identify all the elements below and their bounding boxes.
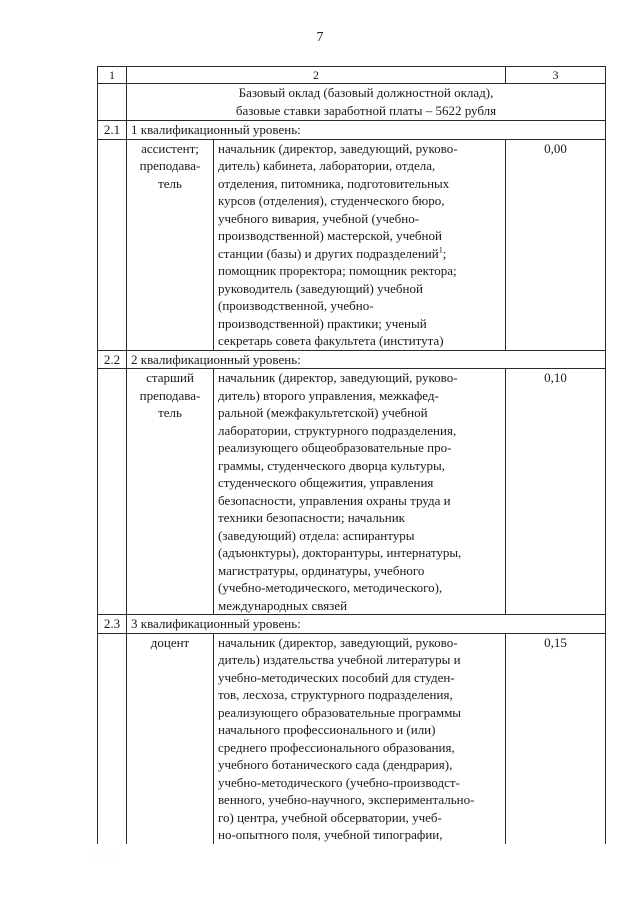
description-line: тов, лесхоза, структурного подразделения,	[218, 687, 453, 702]
description-line: производственной) практики; ученый	[218, 315, 427, 331]
description-line: отделения, питомника, подготовительных	[218, 175, 450, 191]
level-header-row	[98, 350, 606, 369]
description-line: техники безопасности; начальник	[218, 510, 405, 525]
level-title: 2 квалификационный уровень:	[127, 350, 606, 369]
description-line: дитель) второго управления, межкафед-	[218, 387, 439, 403]
coefficient-cell: 0,15	[506, 633, 606, 844]
description-cell	[214, 139, 506, 350]
description-line: (адъюнктуры), докторантуры, интернатуры,	[218, 545, 462, 560]
description-line: го) центра, учебной обсерватории, учеб-	[218, 809, 442, 825]
description-line: учебного вивария, учебной (учебно-	[218, 210, 420, 226]
description-line: (заведующий) отдела: аспирантуры	[218, 527, 415, 543]
description-line: но-опытного поля, учебной типографии,	[218, 827, 443, 842]
level-title: 3 квалификационный уровень:	[127, 615, 606, 634]
footnote-marker: 1	[438, 245, 443, 255]
description-line: начальник (директор, заведующий, руково-	[218, 370, 458, 385]
footnote-suffix: ;	[442, 245, 447, 261]
description-line: (учебно-методического, методического),	[218, 580, 443, 595]
description-cell	[214, 369, 506, 615]
position-cell	[127, 139, 214, 350]
position-line: тель	[158, 405, 182, 420]
description-line: граммы, студенческого дворца культуры,	[218, 457, 446, 473]
level-body-row	[98, 139, 606, 350]
description-line: начальник (директор, заведующий, руково-	[218, 140, 458, 156]
description-line: международных связей	[218, 597, 348, 613]
level-number: 2.1	[98, 121, 127, 140]
level-number: 2.3	[98, 615, 127, 634]
position-line: преподава-	[139, 387, 201, 403]
base-salary-line: Базовый оклад (базовый должностной оклад),	[238, 85, 494, 100]
position-line: старший	[146, 370, 194, 385]
page-number: 7	[316, 30, 324, 45]
description-line: учебного ботанического сада (дендрария),	[218, 757, 453, 772]
column-number-3: 3	[506, 67, 606, 84]
column-number-1: 1	[98, 67, 127, 84]
description-line: безопасности, управления охраны труда и	[218, 492, 451, 508]
level-number: 2.2	[98, 350, 127, 369]
description-line: дитель) издательства учебной литературы и	[218, 652, 461, 667]
column-number-2: 2	[127, 67, 506, 84]
level-body-empty-cell	[98, 369, 127, 615]
level-body-empty-cell	[98, 139, 127, 350]
level-title: 1 квалификационный уровень:	[127, 121, 606, 140]
description-line-with-footnote	[218, 245, 501, 263]
position-line: доцент	[150, 634, 190, 650]
column-number-row	[98, 67, 606, 84]
level-header-row	[98, 121, 606, 140]
level-body-empty-cell	[98, 633, 127, 844]
description-line: руководитель (заведующий) учебной	[218, 280, 423, 296]
scan-artifact-mark: · · · ·	[92, 852, 116, 861]
description-line: среднего профессионального образования,	[218, 739, 455, 755]
description-line: секретарь совета факультета (института)	[218, 333, 444, 348]
base-salary-empty-cell	[98, 84, 127, 121]
description-cell	[214, 633, 506, 844]
position-line: преподава-	[139, 158, 201, 173]
description-line: начальник (директор, заведующий, руково-	[218, 634, 458, 650]
description-line: станции (базы) и других подразделений	[218, 245, 439, 261]
description-line: учебно-методического (учебно-производст-	[218, 774, 460, 790]
description-line: реализующего общеобразовательные про-	[218, 440, 452, 455]
description-line: начального профессионального и (или)	[218, 722, 436, 737]
base-salary-line: базовые ставки заработной платы – 5622 рубля	[235, 103, 497, 118]
description-line: (производственной, учебно-	[218, 298, 374, 313]
description-line: учебно-методических пособий для студен-	[218, 669, 455, 685]
coefficient-cell: 0,10	[506, 369, 606, 615]
position-line: тель	[158, 175, 182, 191]
level-header-row	[98, 615, 606, 634]
salary-coefficients-table	[97, 66, 606, 844]
base-salary-row	[98, 84, 606, 121]
description-line: помощник проректора; помощник ректора;	[218, 263, 457, 278]
position-cell	[127, 369, 214, 615]
description-line: магистратуры, ординатуры, учебного	[218, 562, 425, 578]
base-salary-cell	[127, 84, 606, 121]
description-line: студенческого общежития, управления	[218, 475, 434, 490]
description-line: венного, учебно-научного, экспериментально-	[218, 792, 475, 807]
coefficient-cell: 0,00	[506, 139, 606, 350]
description-line: курсов (отделения), студенческого бюро,	[218, 193, 445, 208]
description-line: ральной (межфакультетской) учебной	[218, 405, 428, 420]
level-body-row	[98, 633, 606, 844]
position-cell	[127, 633, 214, 844]
description-line: дитель) кабинета, лаборатории, отдела,	[218, 158, 436, 173]
description-line: реализующего образовательные программы	[218, 704, 462, 720]
description-line: производственной) мастерской, учебной	[218, 228, 442, 243]
description-line: лаборатории, структурного подразделения,	[218, 422, 457, 438]
level-body-row	[98, 369, 606, 615]
position-line: ассистент;	[141, 140, 199, 156]
